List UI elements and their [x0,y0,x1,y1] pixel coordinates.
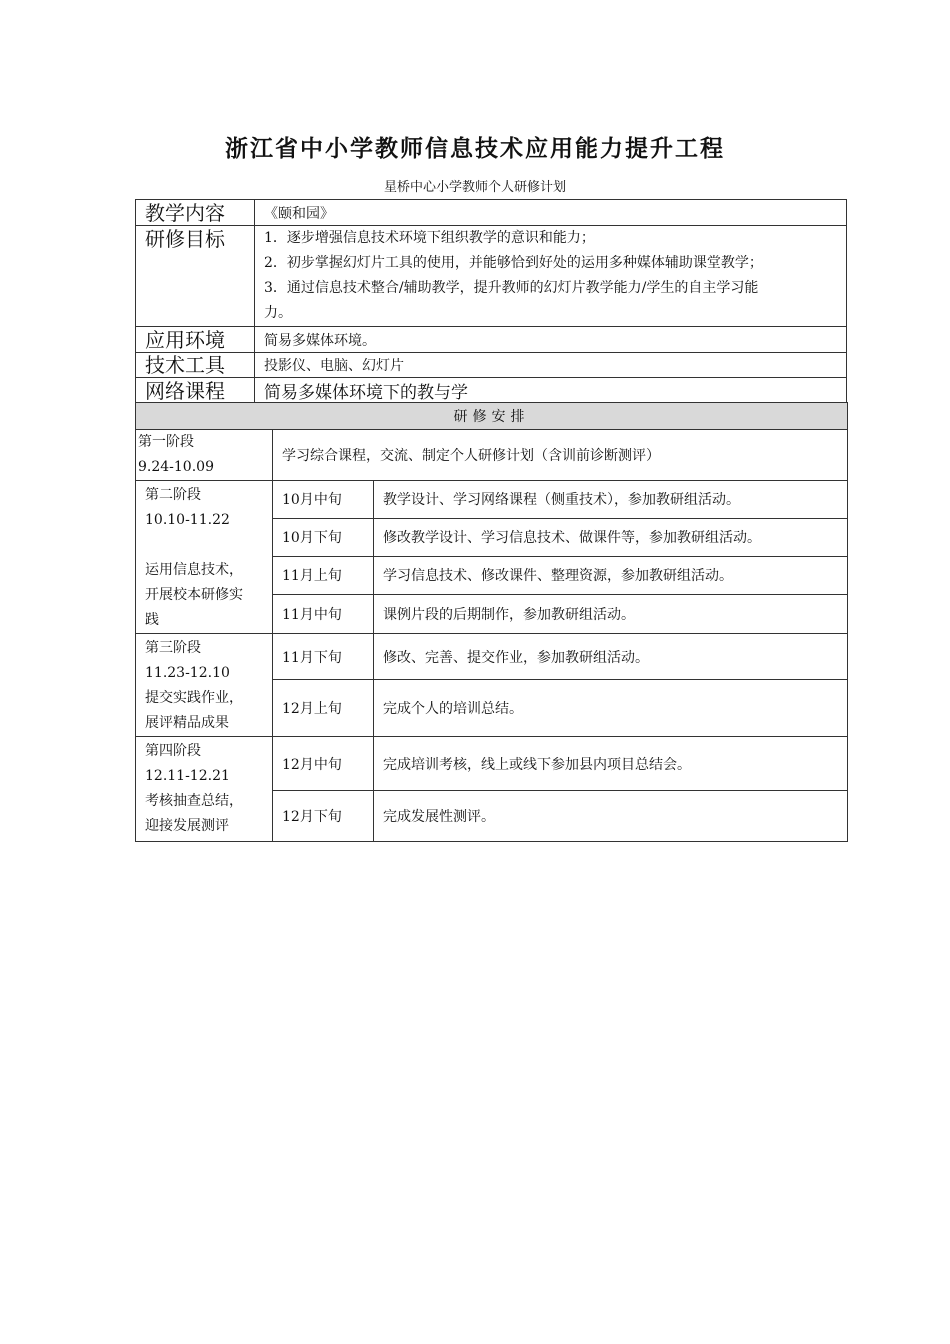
tools-label: 技术工具 [136,353,255,378]
course-value: 简易多媒体环境下的教与学 [255,378,847,404]
tools-value: 投影仪、电脑、幻灯片 [255,353,847,378]
env-label: 应用环境 [136,327,255,353]
phase4-cell [136,737,273,842]
task-cell: 教学设计、学习网络课程（侧重技术），参加教研组活动。 [374,481,848,519]
task-cell: 修改、完善、提交作业，参加教研组活动。 [374,634,848,680]
time-cell: 10月中旬 [273,481,374,519]
phase-name: 第一阶段 [138,434,194,450]
task-cell: 学习信息技术、修改课件、整理资源，参加教研组活动。 [374,556,848,594]
task-cell: 修改教学设计、学习信息技术、做课件等，参加教研组活动。 [374,518,848,556]
time-cell: 10月下旬 [273,518,374,556]
goals-label: 研修目标 [136,226,255,327]
time-cell: 11月下旬 [273,634,374,680]
phase-dates: 12.11-12.21 [145,768,230,784]
goals-value [255,226,847,327]
goal-item: 1．逐步增强信息技术环境下组织教学的意识和能力； [264,230,595,246]
document-title: 浙江省中小学教师信息技术应用能力提升工程 [225,135,725,162]
course-label: 网络课程 [136,378,255,404]
time-cell: 11月中旬 [273,594,374,633]
info-row-tools [136,353,847,378]
phase1-row [136,430,848,481]
phase-desc: 运用信息技术， [145,562,243,578]
phase-name: 第四阶段 [145,743,201,759]
info-row-goals [136,226,847,327]
info-row-course [136,378,847,404]
goal-item: 力。 [264,305,292,321]
time-cell: 11月上旬 [273,556,374,594]
content-value: 《颐和园》 [255,200,847,226]
phase2-cell [136,481,273,634]
phase-dates: 9.24-10.09 [138,459,214,475]
task-cell: 完成发展性测评。 [374,791,848,842]
phase-desc: 迎接发展测评 [145,818,229,834]
phase-dates: 11.23-12.10 [145,665,230,681]
env-value: 简易多媒体环境。 [255,327,847,353]
schedule-header: 研修安排 [136,403,848,430]
task-cell: 完成培训考核，线上或线下参加县内项目总结会。 [374,737,848,791]
schedule-header-row [136,403,848,430]
task-cell: 完成个人的培训总结。 [374,680,848,737]
phase-desc: 提交实践作业， [145,690,243,706]
time-cell: 12月下旬 [273,791,374,842]
phase1-task: 学习综合课程，交流、制定个人研修计划（含训前诊断测评） [273,430,848,481]
phase-desc: 践 [145,612,159,628]
phase-dates: 10.10-11.22 [145,512,230,528]
goal-item: 2．初步掌握幻灯片工具的使用，并能够恰到好处的运用多种媒体辅助课堂教学； [264,255,763,271]
table-row [136,737,848,791]
phase-name: 第二阶段 [145,487,201,503]
phase1-cell [136,430,273,481]
goal-item: 3．通过信息技术整合/辅助教学，提升教师的幻灯片教学能力/学生的自主学习能 [264,280,759,296]
time-cell: 12月上旬 [273,680,374,737]
schedule-table [135,402,848,842]
phase-desc: 开展校本研修实 [145,587,243,603]
time-cell: 12月中旬 [273,737,374,791]
content-label: 教学内容 [136,200,255,226]
document-subtitle: 星桥中心小学教师个人研修计划 [383,180,566,195]
table-row [136,481,848,519]
info-row-content [136,200,847,226]
phase3-cell [136,634,273,737]
table-row [136,634,848,680]
info-row-env [136,327,847,353]
info-table [135,199,847,404]
phase-name: 第三阶段 [145,640,201,656]
task-cell: 课例片段的后期制作，参加教研组活动。 [374,594,848,633]
phase-desc: 展评精品成果 [145,715,229,731]
phase-desc: 考核抽查总结， [145,793,243,809]
